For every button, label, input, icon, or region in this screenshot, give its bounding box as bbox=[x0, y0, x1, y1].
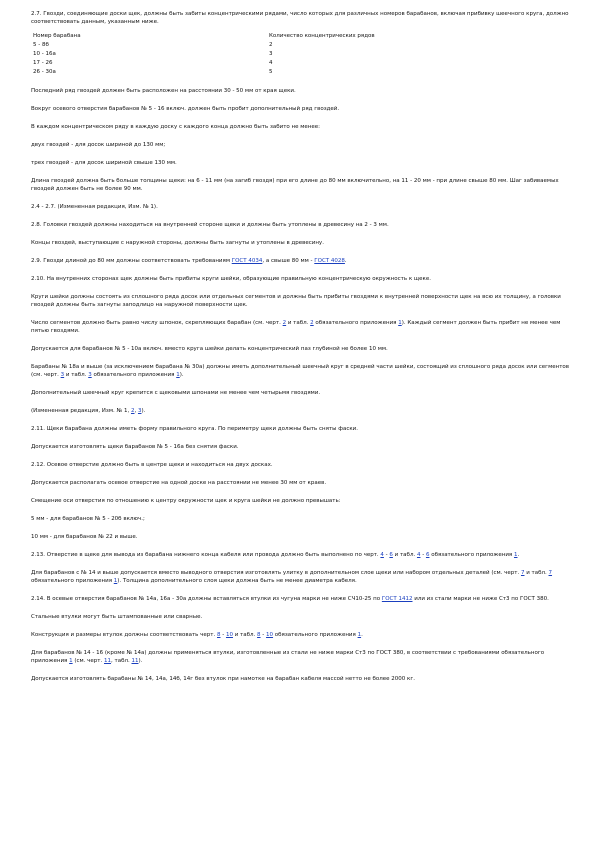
text-run: Для барабанов с № 14 и выше допускается вместо выводного отверстия изготовлять улитку в дополнительном слое щеки или набором отдельных деталей (см. черт. bbox=[31, 570, 521, 576]
drawing-link[interactable]: 10 bbox=[225, 632, 233, 638]
paragraph: Последний ряд гвоздей должен быть расположен на расстоянии 30 - 50 мм от края щеки. bbox=[31, 88, 296, 94]
paragraph: Допускается изготовлять щеки барабанов № 5 - 16а без снятия фаски. bbox=[31, 444, 239, 450]
paragraph: Дополнительный шеечный круг крепится с щековыми шпонами не менее чем четырьмя гвоздями. bbox=[31, 390, 321, 396]
table-row bbox=[33, 50, 375, 59]
table-link[interactable]: 6 bbox=[425, 552, 430, 558]
paragraph bbox=[31, 363, 571, 379]
text-run: Конструкция и размеры втулок должны соответствовать черт. bbox=[31, 632, 217, 638]
text-run: обязательного приложения bbox=[31, 578, 114, 584]
text-run: 2.14. В осевые отверстия барабанов № 14а, 16а - 30а должны вставляться втулки из чугуна марки не ниже СЧ10-25 по bbox=[31, 596, 382, 602]
paragraph bbox=[31, 631, 571, 639]
text-run: и табл. bbox=[232, 632, 258, 638]
paragraph-2-11: 2.11. Щеки барабана должны иметь форму правильного круга. По периметру щеки должны быть сняты фаски. bbox=[31, 426, 358, 432]
text-run: Для барабанов № 14 - 16 (кроме № 14а) должны применяться втулки, изготовленные из стали не ниже марки Ст3 по ГОСТ 380, в соответствии с требованиями обязательного приложения bbox=[31, 650, 545, 664]
drawing-link[interactable]: 2 bbox=[282, 320, 287, 326]
table-link[interactable]: 7 bbox=[548, 570, 553, 576]
table-header-cell: Номер барабана bbox=[33, 33, 81, 39]
paragraph bbox=[31, 649, 571, 665]
paragraph: Допускается изготовлять барабаны № 14, 14а, 14б, 14г без втулок при намотке на барабан кабеля массой нетто не более 2000 кг. bbox=[31, 676, 416, 682]
table-header-row bbox=[33, 32, 375, 41]
text-run: ). bbox=[141, 408, 146, 414]
paragraph: Допускается располагать осевое отверстие на одной доске на расстоянии не менее 30 мм от краев. bbox=[31, 480, 327, 486]
text-run: - bbox=[420, 552, 426, 558]
appendix-link[interactable]: 1 bbox=[357, 632, 362, 638]
paragraph: Стальные втулки могут быть штампованные или сварные. bbox=[31, 614, 203, 620]
table-cell: 17 - 26 bbox=[33, 60, 53, 66]
document-page bbox=[31, 10, 571, 683]
paragraph: Вокруг осевого отверстия барабанов № 5 - 16 включ. должен быть пробит дополнительный ряд гвоздей. bbox=[31, 106, 340, 112]
text-run: и табл. bbox=[64, 372, 89, 378]
table-cell: 2 bbox=[269, 42, 273, 48]
text-run: . bbox=[361, 632, 363, 638]
text-run: . bbox=[344, 258, 347, 264]
text-run: или из стали марки не ниже Ст3 по ГОСТ 380. bbox=[412, 596, 549, 602]
table-link[interactable]: 3 bbox=[88, 372, 92, 378]
paragraph-2-14 bbox=[31, 595, 571, 603]
gost-1412-link[interactable]: ГОСТ 1412 bbox=[381, 596, 413, 602]
paragraph: В каждом концентрическом ряду в каждую доску с каждого конца должно быть забито не менее: bbox=[31, 124, 321, 130]
drawing-link[interactable]: 11 bbox=[104, 658, 111, 664]
text-run: (см. черт. bbox=[72, 658, 104, 664]
drawing-link[interactable]: 4 bbox=[380, 552, 384, 558]
paragraph: 5 мм - для барабанов № 5 - 20б включ.; bbox=[31, 516, 145, 522]
text-run: и табл. bbox=[524, 570, 549, 576]
paragraph-2-7: 2.7. Гвозди, соединяющие доски щек, должны быть забиты концентрическими рядами, число которых для различных номеров барабанов, включая прибивку шеечного круга, должно соответствовать данным, указанным ниже. bbox=[31, 11, 569, 25]
appendix-link[interactable]: 1 bbox=[398, 320, 402, 326]
text-run: - bbox=[383, 552, 390, 558]
table-link[interactable]: 11 bbox=[131, 658, 139, 664]
text-run: Число сегментов должно быть равно числу шпонок, скрепляющих барабан (см. черт. bbox=[31, 320, 283, 326]
text-run: ). bbox=[138, 658, 143, 664]
paragraph bbox=[31, 569, 571, 585]
table-row bbox=[33, 59, 375, 68]
text-run: , табл. bbox=[111, 658, 132, 664]
text-run: , а свыше 80 мм - bbox=[262, 258, 315, 264]
paragraph: Круги шейки должны состоять из сплошного ряда досок или отдельных сегментов и должны быть прибиты гвоздями к внутренней поверхности щек на всю их толщину, а головки гвоздей должны быть загнуты заподлицо на наружной поверхности щек. bbox=[31, 294, 561, 308]
drawing-link[interactable]: 7 bbox=[520, 570, 525, 576]
appendix-link[interactable]: 1 bbox=[513, 552, 518, 558]
table-link[interactable]: 2 bbox=[310, 320, 314, 326]
paragraph: Смещение оси отверстия по отношению к центру окружности щек и круга шейки не должно превышать: bbox=[31, 498, 341, 504]
paragraph: 10 мм - для барабанов № 22 и выше. bbox=[31, 534, 138, 540]
appendix-link[interactable]: 1 bbox=[113, 578, 118, 584]
amendment-note: 2.4 - 2.7. (Измененная редакция, Изм. № 1). bbox=[31, 204, 158, 210]
text-run: и табл. bbox=[286, 320, 311, 326]
gost-4028-link[interactable]: ГОСТ 4028 bbox=[314, 258, 345, 264]
text-run: и табл. bbox=[392, 552, 417, 558]
table-link[interactable]: 10 bbox=[266, 632, 274, 638]
text-run: - bbox=[260, 632, 267, 638]
amendment-link[interactable]: 2 bbox=[130, 408, 135, 414]
table-link[interactable]: 4 bbox=[416, 552, 421, 558]
table-cell: 5 bbox=[269, 69, 273, 75]
text-run: (Измененная редакция, Изм. № 1, bbox=[31, 408, 131, 414]
table-cell: 26 - 30а bbox=[33, 69, 56, 75]
table-row bbox=[33, 68, 375, 77]
paragraph: Допускается для барабанов № 5 - 10а включ. вместо круга шейки делать концентрический паз глубиной не более 10 мм. bbox=[31, 346, 388, 352]
drum-rows-table bbox=[33, 32, 375, 77]
paragraph: Концы гвоздей, выступающие с наружной стороны, должны быть загнуты и утоплены в древесину. bbox=[31, 240, 324, 246]
paragraph: Длина гвоздей должна быть больше толщины щеки: на 6 - 11 мм (на загиб гвоздя) при его длине до 80 мм включительно, на 11 - 20 мм - при длине свыше 80 мм. Шаг забиваемых гвоздей должен быть не более 90 мм. bbox=[31, 178, 559, 192]
table-cell: 5 - 8б bbox=[33, 42, 49, 48]
paragraph: трех гвоздей - для досок шириной свыше 130 мм. bbox=[31, 160, 177, 166]
drawing-link[interactable]: 3 bbox=[60, 372, 65, 378]
paragraph-2-9 bbox=[31, 257, 571, 265]
table-cell: 3 bbox=[269, 51, 273, 57]
text-run: - bbox=[220, 632, 226, 638]
drawing-link[interactable]: 6 bbox=[389, 552, 393, 558]
table-row bbox=[33, 41, 375, 50]
paragraph-2-13 bbox=[31, 551, 571, 559]
paragraph: двух гвоздей - для досок шириной до 130 мм; bbox=[31, 142, 166, 148]
text-run: . bbox=[517, 552, 520, 558]
paragraph-2-8: 2.8. Головки гвоздей должны находиться на внутренней стороне щеки и должны быть утоплены в древесину на 2 - 3 мм. bbox=[31, 222, 389, 228]
text-run: обязательного приложения bbox=[429, 552, 514, 558]
gost-4034-link[interactable]: ГОСТ 4034 bbox=[231, 258, 263, 264]
text-run: ). Каждый сегмент должен быть прибит не менее чем пятью гвоздями. bbox=[31, 320, 561, 334]
paragraph-2-12: 2.12. Осевое отверстие должно быть в центре щеки и находиться на двух досках. bbox=[31, 462, 273, 468]
appendix-link[interactable]: 1 bbox=[176, 372, 180, 378]
text-run: , bbox=[134, 408, 138, 414]
text-run: Барабаны № 18а и выше (за исключением барабана № 30а) должны иметь дополнительный шеечный круг в средней части шейки, состоящий из сплошного ряда досок или сегментов (см. черт. bbox=[31, 364, 570, 378]
text-run: ). bbox=[179, 372, 184, 378]
text-run: обязательного приложения bbox=[273, 632, 358, 638]
amendment-note bbox=[31, 407, 571, 415]
text-run: 2.13. Отверстие в щеке для вывода из барабана нижнего конца кабеля или провода должно быть выполнено по черт. bbox=[31, 552, 381, 558]
table-link[interactable]: 8 bbox=[257, 632, 261, 638]
table-header-cell: Количество концентрических рядов bbox=[269, 33, 375, 39]
appendix-link[interactable]: 1 bbox=[69, 658, 73, 664]
drawing-link[interactable]: 8 bbox=[217, 632, 221, 638]
table-cell: 10 - 16а bbox=[33, 51, 56, 57]
text-run: ). Толщина дополнительного слоя щеки должна быть не менее диаметра кабеля. bbox=[117, 578, 357, 584]
paragraph bbox=[31, 319, 571, 335]
amendment-link[interactable]: 3 bbox=[137, 408, 142, 414]
text-run: обязательного приложения bbox=[313, 320, 399, 326]
paragraph-2-10: 2.10. На внутренних сторонах щек должны быть прибиты круги шейки, образующие правильную концентрическую окружность к щеке. bbox=[31, 276, 431, 282]
text-run: 2.9. Гвозди длиной до 80 мм должны соответствовать требованиям bbox=[31, 258, 232, 264]
text-run: обязательного приложения bbox=[91, 372, 177, 378]
table-cell: 4 bbox=[269, 60, 273, 66]
